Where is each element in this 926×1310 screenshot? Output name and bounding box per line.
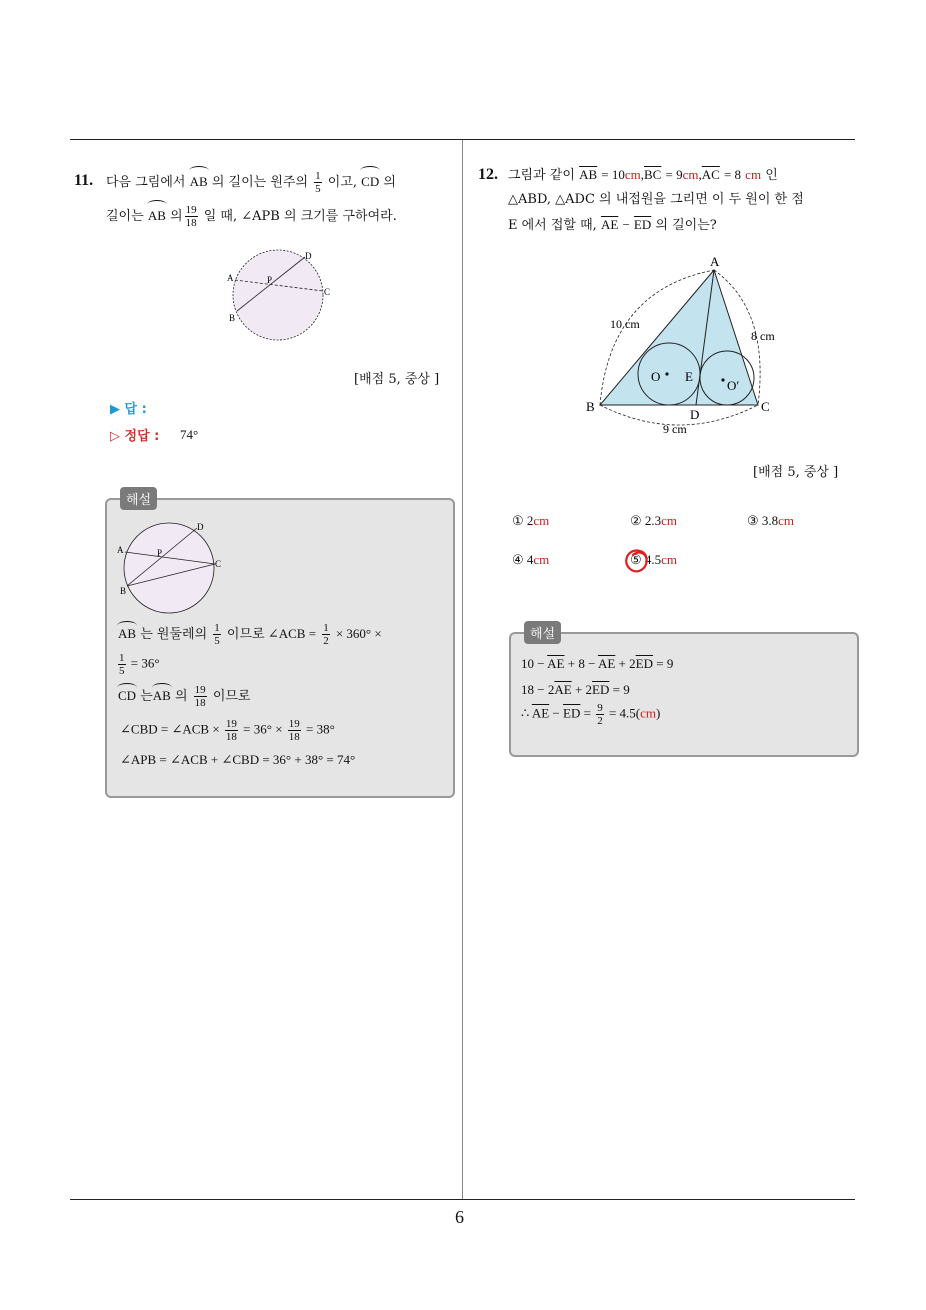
den: 2: [323, 635, 329, 647]
q11-answer-label: ▶ 답 :: [110, 402, 147, 417]
q11-sol-line3: [118, 684, 251, 709]
q11-l1-arc-ab: AB: [190, 171, 208, 193]
q12-dot-o2: [721, 378, 724, 381]
seg-ae: $\overline{AE}$: [600, 217, 619, 232]
q12-label-c: C: [761, 399, 770, 414]
q11-label-a: A: [227, 273, 234, 283]
q11-sol-label-a: A: [117, 545, 124, 555]
t: = 36°: [130, 655, 160, 671]
option-unit: cm: [533, 513, 550, 528]
q11-label-b: B: [229, 313, 236, 323]
c: −: [552, 705, 560, 721]
q11-line2: [106, 204, 397, 229]
option-unit: cm: [661, 513, 678, 528]
comma2: ,: [698, 167, 702, 182]
e: =: [583, 705, 591, 721]
q11-number: 11.: [74, 172, 94, 189]
arc-cd: CD: [118, 688, 137, 703]
comma1: ,: [640, 167, 645, 182]
q11-circle-figure: [225, 245, 335, 350]
q11-correct-label: ▷ 정답 :: [110, 429, 160, 444]
f: $\overline{ED}$: [635, 656, 653, 671]
unit: cm: [640, 705, 657, 721]
e: + 2: [618, 656, 636, 671]
b: $\overline{AE}$: [547, 656, 565, 671]
bottom-rule: [70, 1199, 855, 1200]
q12-line1: [508, 164, 778, 187]
t2: 이므로 ∠ACB =: [226, 626, 317, 641]
q11-l1-t4: 의: [383, 175, 396, 190]
num: 19: [194, 684, 206, 696]
t3: = 38°: [306, 721, 335, 737]
g: = 9: [656, 656, 674, 671]
seg-ac: $\overline{AC}$: [701, 167, 720, 182]
q11-correct-value: 74°: [180, 427, 199, 442]
ac-val: = 8: [723, 167, 742, 182]
q11-label-d: D: [305, 251, 312, 261]
e: = 9: [612, 682, 630, 697]
q12-sol-line3: [521, 702, 660, 727]
q11-sol-line4: [120, 718, 335, 743]
column-divider: [462, 140, 463, 1200]
q12-solution-tag: 해설: [524, 621, 561, 644]
option-unit: cm: [778, 513, 795, 528]
q12-option-2[interactable]: [630, 513, 677, 529]
num: 1: [119, 652, 125, 664]
num: 1: [323, 622, 329, 634]
q11-sol-label-d: D: [197, 522, 204, 532]
arc-ab: AB: [152, 688, 171, 703]
q11-sol-label-p: P: [157, 548, 163, 558]
q12-label-o2: O′: [727, 378, 740, 393]
den: 18: [194, 697, 206, 709]
q11-sol-label-b: B: [120, 586, 127, 596]
seg-ed: $\overline{ED}$: [633, 217, 652, 232]
arc-ab: AB: [118, 626, 137, 641]
q11-l2-t2: 의: [170, 209, 183, 224]
q11-l1-t2: 의 길이는 원주의: [211, 175, 308, 190]
q11-solution-tag: 해설: [120, 487, 157, 510]
ab-val: = 10: [601, 167, 625, 182]
q12-label-o: O: [651, 369, 661, 384]
q12-line2: △ABD, △ADC 의 내접원을 그리면 이 두 원이 한 점: [508, 192, 804, 207]
q12-dot-o: [665, 372, 668, 375]
d: $\overline{ED}$: [592, 682, 610, 697]
q12-line3: [508, 214, 717, 237]
t1: 는 원둘레의: [140, 627, 208, 642]
t2: 의 길이는?: [655, 218, 717, 233]
a: ∴: [521, 705, 530, 721]
h: ): [656, 705, 661, 721]
t1: 는: [140, 689, 153, 704]
a: 18 − 2: [521, 682, 555, 697]
q12-sol-line1: [521, 656, 673, 672]
num: 19: [185, 204, 197, 216]
option-val: 4.5: [644, 552, 662, 567]
c: + 8 −: [567, 656, 596, 671]
den: 18: [225, 731, 237, 743]
q12-sol-line2: [521, 682, 630, 698]
q11-l2-t1: 길이는: [106, 209, 144, 224]
den: 5: [315, 183, 321, 195]
t1: E 에서 접할 때,: [508, 218, 597, 233]
g: = 4.5(: [608, 705, 641, 721]
frac2: [288, 718, 301, 743]
d: $\overline{AE}$: [597, 656, 616, 671]
minus: −: [622, 217, 630, 232]
frac: [118, 652, 126, 677]
q12-label-a: A: [710, 254, 720, 269]
den: 5: [214, 635, 220, 647]
q11-score: [배점 5, 중상 ]: [354, 372, 440, 387]
frac1: [213, 622, 221, 647]
t1: ∠CBD = ∠ACB ×: [120, 721, 220, 737]
q12-label-bc-len: 9 cm: [663, 422, 687, 436]
t2: = 36° ×: [243, 721, 283, 737]
option-unit: cm: [533, 552, 550, 567]
num: 1: [315, 170, 321, 182]
q11-sol-line5: ∠APB = ∠ACB + ∠CBD = 36° + 38° = 74°: [120, 752, 356, 767]
q11-l2-t3: 일 때, ∠APB 의 크기를 구하여라.: [203, 209, 397, 224]
option-num: ②: [630, 513, 642, 528]
q12-label-d: D: [690, 407, 700, 422]
q11-label-c: C: [324, 287, 331, 297]
num: 19: [288, 718, 300, 730]
d: $\overline{ED}$: [563, 705, 581, 721]
num: 1: [214, 622, 220, 634]
q11-solution-figure: [115, 520, 230, 620]
option-val: 2: [526, 513, 534, 528]
q12-option-4[interactable]: [512, 552, 549, 568]
unit1: cm: [624, 167, 641, 182]
num: 9: [597, 702, 603, 714]
den: 5: [119, 665, 125, 677]
q12-triangle-figure: [580, 250, 780, 440]
option-unit: cm: [661, 552, 678, 567]
den: 18: [288, 731, 300, 743]
q11-l1-arc-cd: CD: [361, 171, 379, 193]
b: $\overline{AE}$: [554, 682, 572, 697]
c: + 2: [574, 682, 593, 697]
q12-option-1[interactable]: [512, 513, 549, 529]
q11-sol-line2: [116, 652, 160, 677]
q11-sol-line1: [118, 622, 382, 647]
b: $\overline{AE}$: [531, 705, 550, 721]
q11-l2-fraction: [185, 204, 198, 229]
a: 10 −: [521, 656, 545, 671]
q12-answer-mark-icon: [622, 546, 652, 576]
page-number: 6: [455, 1207, 464, 1227]
frac: [194, 684, 207, 709]
q11-l1-t3: 이고,: [327, 175, 358, 190]
bc-val: = 9: [665, 167, 683, 182]
q12-label-ab-len: 10 cm: [610, 317, 640, 331]
seg-ab: $\overline{AB}$: [579, 167, 598, 182]
t2: 인: [765, 168, 778, 183]
option-val: 4: [526, 552, 534, 567]
t3: × 360° ×: [335, 626, 382, 641]
q12-number: 12.: [478, 166, 498, 183]
q11-sol-label-c: C: [215, 559, 222, 569]
q11-l1-t1: 다음 그림에서: [106, 175, 186, 190]
unit2: cm: [682, 167, 699, 182]
frac2: [322, 622, 330, 647]
den: 18: [185, 217, 197, 229]
option-val: 3.8: [761, 513, 779, 528]
unit3: cm: [745, 167, 762, 182]
option-num: ④: [512, 552, 524, 567]
frac: [596, 702, 604, 727]
num: 19: [225, 718, 237, 730]
q11-l1-fraction: [314, 170, 322, 195]
seg-bc: $\overline{BC}$: [644, 167, 662, 182]
t2: 의: [174, 689, 188, 704]
t1: 그림과 같이: [508, 168, 575, 183]
den: 2: [597, 715, 603, 727]
q12-label-e: E: [685, 369, 693, 384]
t3: 이므로: [212, 689, 251, 704]
q12-option-3[interactable]: [747, 513, 794, 529]
q12-label-ac-len: 8 cm: [751, 329, 775, 343]
q11-label-p: P: [267, 275, 273, 285]
option-num: ①: [512, 513, 524, 528]
q11-l2-arc-ab: AB: [148, 205, 166, 227]
option-num: ③: [747, 513, 759, 528]
frac1: [225, 718, 238, 743]
option-val: 2.3: [644, 513, 662, 528]
q11-line1: [106, 170, 396, 195]
option-num: ⑤: [630, 552, 642, 567]
q12-score: [배점 5, 중상 ]: [753, 465, 839, 480]
q11-circle: [233, 250, 323, 340]
q12-label-b: B: [586, 399, 595, 414]
